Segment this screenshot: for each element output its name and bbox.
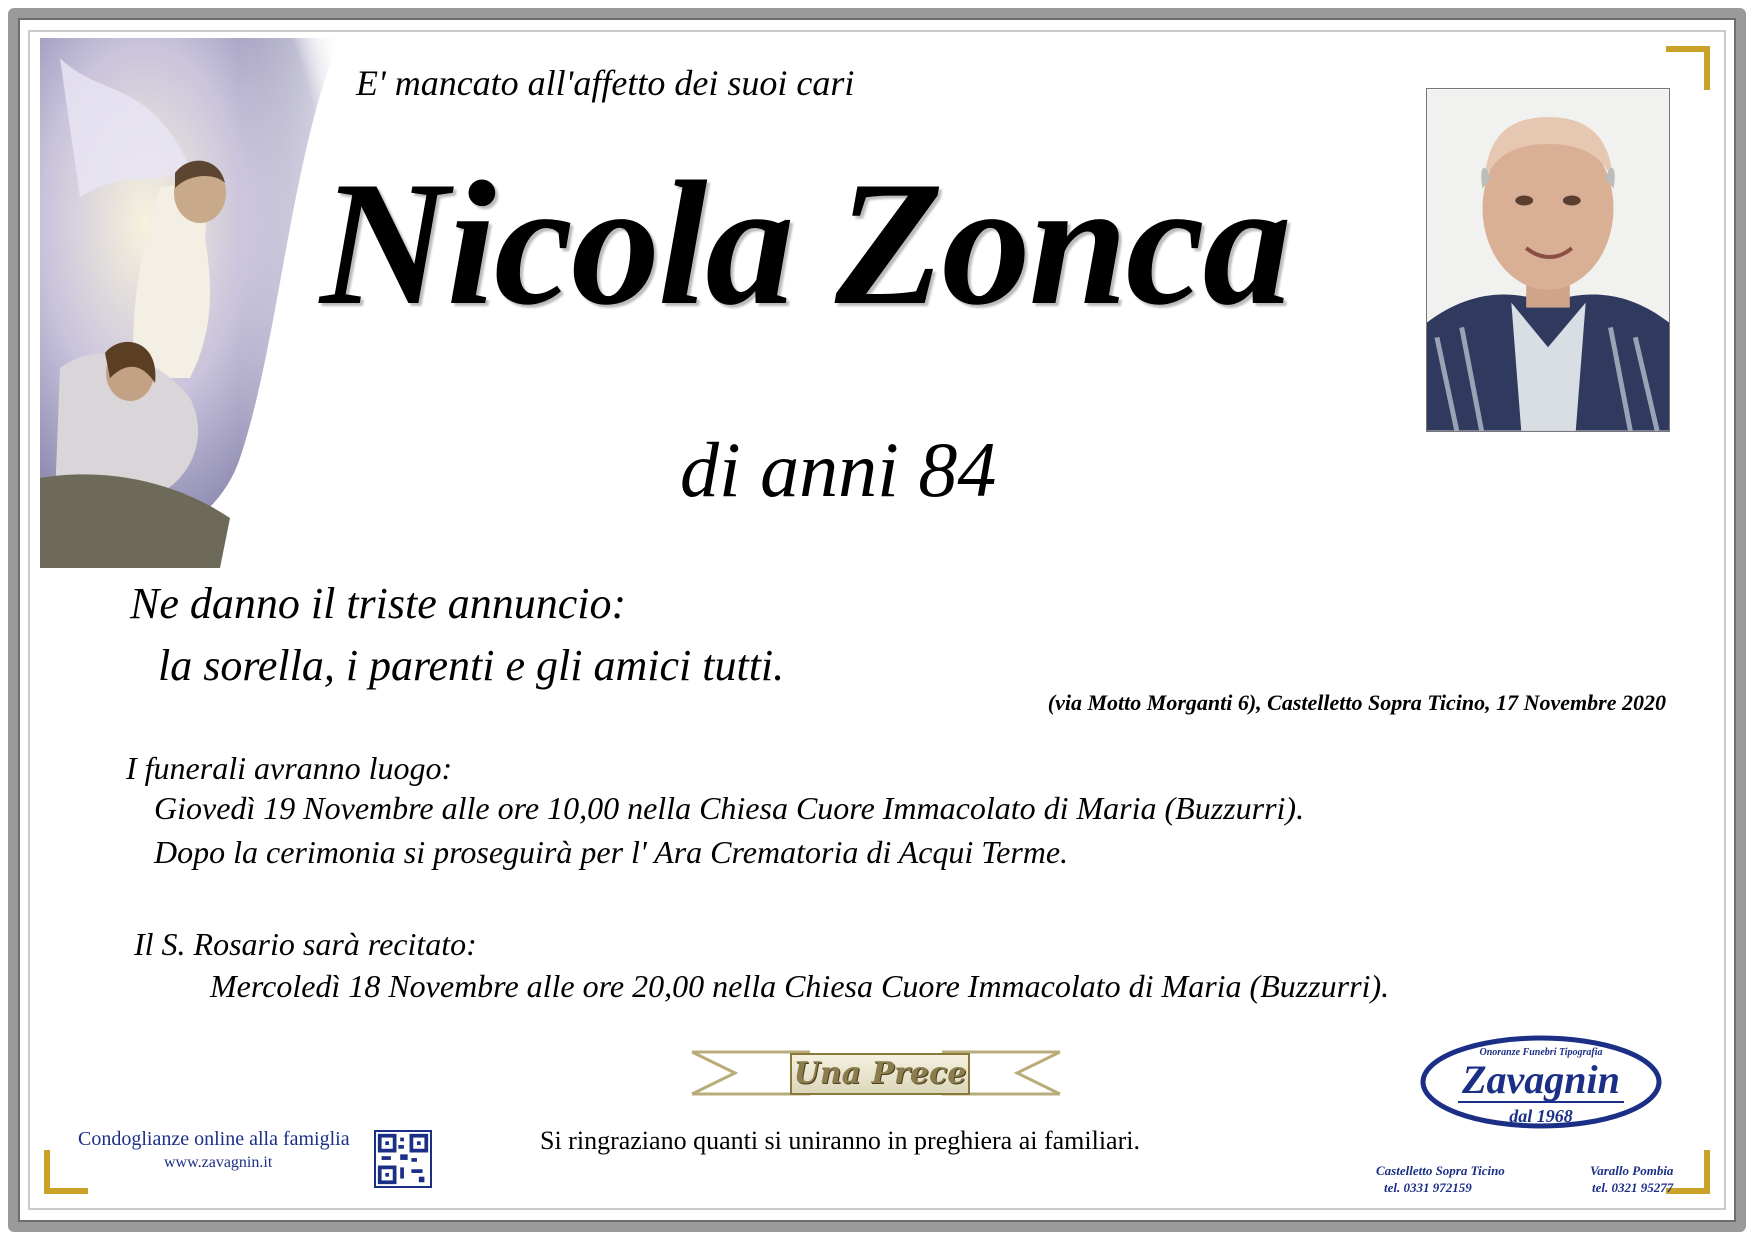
branch-2-phone: tel. 0321 95277 xyxy=(1592,1180,1674,1195)
rosary-title: Il S. Rosario sarà recitato: xyxy=(134,926,477,962)
branch-1-city: Castelletto Sopra Ticino xyxy=(1376,1163,1505,1178)
logo-since: dal 1968 xyxy=(1509,1106,1573,1126)
announcement-line-1: Ne danno il triste annuncio: xyxy=(130,579,627,628)
prayer-label: Una Prece xyxy=(790,1053,970,1095)
portrait-photo xyxy=(1426,88,1670,432)
deceased-name: Nicola Zonca xyxy=(320,144,1290,342)
age-line: di anni 84 xyxy=(680,426,997,513)
branch-2-city: Varallo Pombia xyxy=(1590,1163,1674,1178)
zavagnin-logo xyxy=(1418,1030,1664,1138)
logo-tagline: Onoranze Funebri Tipografia xyxy=(1479,1047,1603,1058)
condolences-label: Condoglianze online alla famiglia xyxy=(78,1128,350,1150)
qr-code[interactable] xyxy=(374,1130,432,1188)
website-link[interactable]: www.zavagnin.it xyxy=(164,1154,273,1171)
corner-ornament-top-right xyxy=(1666,46,1710,90)
funeral-title: I funerali avranno luogo: xyxy=(126,750,453,786)
funeral-line-2: Dopo la cerimonia si proseguirà per l' Ara Crematoria di Acqui Terme. xyxy=(154,834,1069,870)
rosary-line-1: Mercoledì 18 Novembre alle ore 20,00 nella Chiesa Cuore Immacolato di Maria (Buzzurri). xyxy=(210,968,1390,1004)
branch-1-phone: tel. 0331 972159 xyxy=(1384,1180,1472,1195)
corner-ornament-bottom-left xyxy=(44,1150,88,1194)
thanks-message: Si ringraziano quanti si uniranno in preghiera ai familiari. xyxy=(540,1126,1140,1155)
logo-name: Zavagnin xyxy=(1462,1057,1620,1102)
intro-line: E' mancato all'affetto dei suoi cari xyxy=(356,63,855,103)
address-date: (via Motto Morganti 6), Castelletto Sopra Ticino, 17 Novembre 2020 xyxy=(1047,690,1666,715)
funeral-line-1: Giovedì 19 Novembre alle ore 10,00 nella Chiesa Cuore Immacolato di Maria (Buzzurri). xyxy=(154,790,1305,826)
announcement-line-2: la sorella, i parenti e gli amici tutti. xyxy=(158,641,785,690)
